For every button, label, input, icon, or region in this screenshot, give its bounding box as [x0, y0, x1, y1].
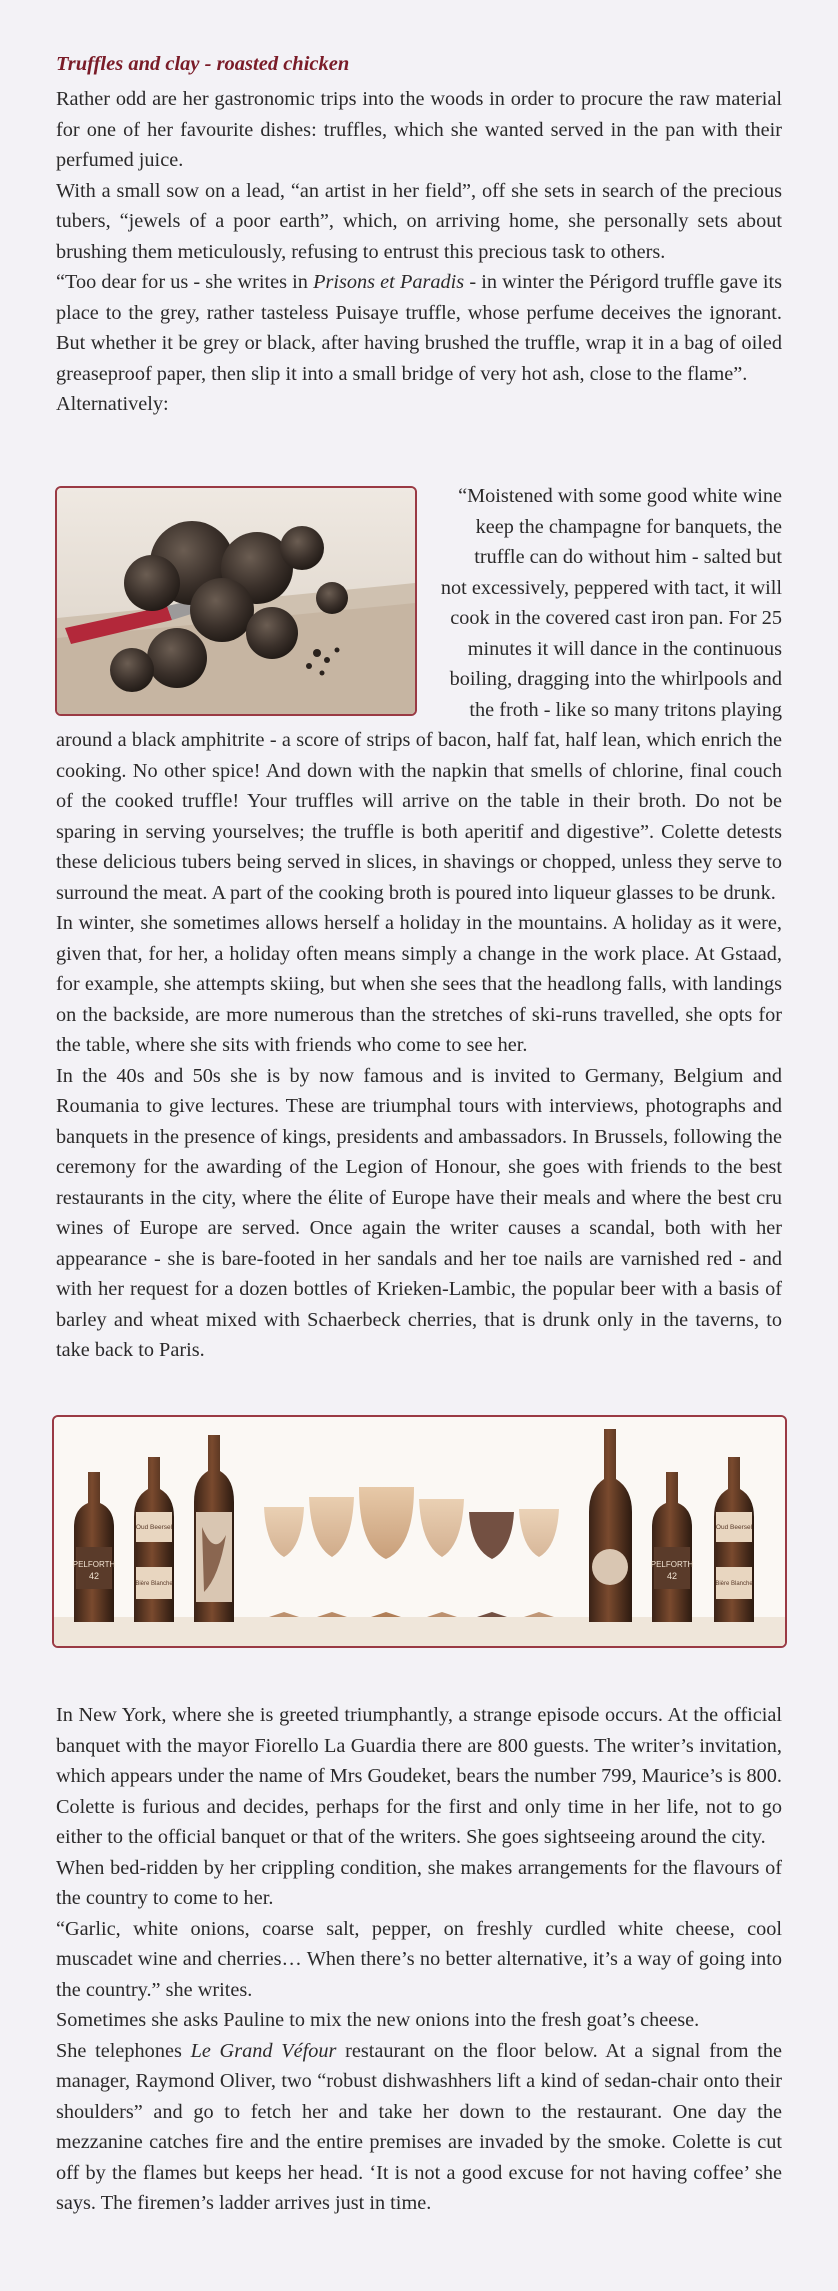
wrap-line: cook in the covered cast iron pan. For 25 [450, 607, 782, 629]
intro-text [56, 84, 782, 420]
wrap-line: truffle can do without him - salted but [474, 546, 782, 568]
bottle-label: Bière Blanche [715, 1581, 753, 1587]
wrap-line: “Moistened with some good white wine [458, 485, 782, 507]
paragraph: around a black amphitrite - a score of strips of bacon, half fat, half lean, which enrich the cooking. No other spice! And down with the napkin that smells of chlorine, final couch of the cooked truffle! Your truffles will arrive on the table in their broth. Do not be sparing in serving yourselves; the truffle is both aperitif and digestive”. Colette detests these delicious tubers being served in slices, in shavings or chopped, unless they serve to surround the meat. A part of the cooking broth is poured into liqueur glasses to be drunk. [56, 729, 782, 904]
text-run: She telephones [56, 2039, 191, 2062]
main-text [56, 725, 782, 1366]
paragraph: Rather odd are her gastronomic trips into the woods in order to procure the raw material for one of her favourite dishes: truffles, which she wanted served in the pan with their perfumed juice. [56, 88, 782, 171]
bottle-label: Bière Blanche [135, 1581, 173, 1587]
restaurant-name: Le Grand Véfour [190, 2039, 337, 2062]
text-run: “Too dear for us - she writes in [56, 271, 314, 293]
beer-photo-frame [52, 1415, 787, 1648]
bottle-label: Oud Beersel [715, 1524, 753, 1531]
paragraph: In New York, where she is greeted triumphantly, a strange episode occurs. At the official banquet with the mayor Fiorello La Guardia there are 800 guests. The writer’s invitation, which appears under the name of Mrs Goudeket, bears the number 799, Maurice’s is 800. Colette is furious and decides, perhaps for the first and only time in her life, not to go either to the official banquet or that of the writers. She goes sightseeing around the city. [56, 1704, 782, 1848]
paragraph: Alternatively: [56, 393, 169, 415]
paragraph: Sometimes she asks Pauline to mix the new onions into the fresh goat’s cheese. [56, 2009, 700, 2031]
paragraph: When bed-ridden by her crippling condition, she makes arrangements for the flavours of the country to come to her. [56, 1856, 782, 1909]
wrap-line: boiling, dragging into the whirlpools and [449, 668, 782, 690]
bottle-label: Oud Beersel [135, 1524, 173, 1531]
wrap-line: the froth - like so many tritons playing [469, 698, 782, 721]
paragraph: “Garlic, white onions, coarse salt, pepper, on freshly curdled white cheese, cool muscadet wine and cherries… When there’s no better alternative, it’s a way of going into the country.” she writes. [56, 1917, 782, 2001]
section-title: Truffles and clay - roasted chicken [56, 53, 350, 75]
paragraph [56, 267, 782, 389]
wrap-line: keep the champagne for banquets, the [475, 515, 782, 538]
paragraph [56, 2036, 782, 2219]
paragraph: With a small sow on a lead, “an artist in her field”, off she sets in search of the precious tubers, “jewels of a poor earth”, which, on arriving home, she personally sets about brushing them meticulously, refusing to entrust this precious task to others. [56, 179, 782, 263]
bottle-label: PELFORTH [72, 1560, 116, 1569]
book-title: Prisons et Paradis [313, 271, 465, 293]
wrapped-text [430, 481, 782, 725]
text-run: - in winter the Périgord truffle gave its place to the grey, rather tasteless Puisaye truffle, whose perfume deceives the ignorant. But whether it be grey or black, after having brushed the truffle, wrap it in a bag of oiled greaseproof paper, then slip it into a small bridge of very hot ash, close to the flame”. [56, 271, 782, 385]
wrap-line: not excessively, peppered with tact, it will [440, 576, 782, 599]
closing-text [56, 1700, 782, 2219]
beer-photo [54, 1417, 785, 1646]
truffle-photo-frame [55, 486, 417, 716]
bottle-label: PELFORTH [650, 1560, 694, 1569]
bottle-label-number: 42 [666, 1571, 678, 1581]
paragraph: In the 40s and 50s she is by now famous and is invited to Germany, Belgium and Roumania to give lectures. These are triumphal tours with interviews, photographs and banquets in the presence of kings, presidents and ambassadors. In Brussels, following the ceremony for the awarding of the Legion of Honour, she goes with friends to the best restaurants in the city, where the élite of Europe have their meals and where the best cru wines of Europe are served. Once again the writer causes a scandal, both with her appearance - she is bare-footed in her sandals and her toe nails are varnished red - and with her request for a dozen bottles of Krieken-Lambic, the popular beer with a basis of barley and wheat mixed with Schaerbeck cherries, that is drunk only in the taverns, to take back to Paris. [56, 1064, 782, 1361]
text-run: restaurant on the floor below. At a signal from the manager, Raymond Oliver, two “robust dishwashhers lift a kind of sedan-chair onto their shoulders” and go to fetch her and take her down to the restaurant. One day the mezzanine catches fire and the entire premises are invaded by the smoke. Colette is cut off by the flames but keeps her head. ‘It is not a good excuse for not having coffee’ she says. The firemen’s ladder arrives just in time. [56, 2039, 782, 2214]
bottle-label-number: 42 [88, 1571, 100, 1581]
truffle-photo [57, 488, 415, 714]
paragraph: In winter, she sometimes allows herself a holiday in the mountains. A holiday as it were, given that, for her, a holiday often means simply a change in the work place. At Gstaad, for example, she attempts skiing, but when she sees that the headlong falls, with landings on the backside, are more numerous than the stretches of ski-runs travelled, she opts for the table, where she sits with friends who come to see her. [56, 912, 782, 1056]
wrap-line: minutes it will dance in the continuous [467, 637, 782, 660]
